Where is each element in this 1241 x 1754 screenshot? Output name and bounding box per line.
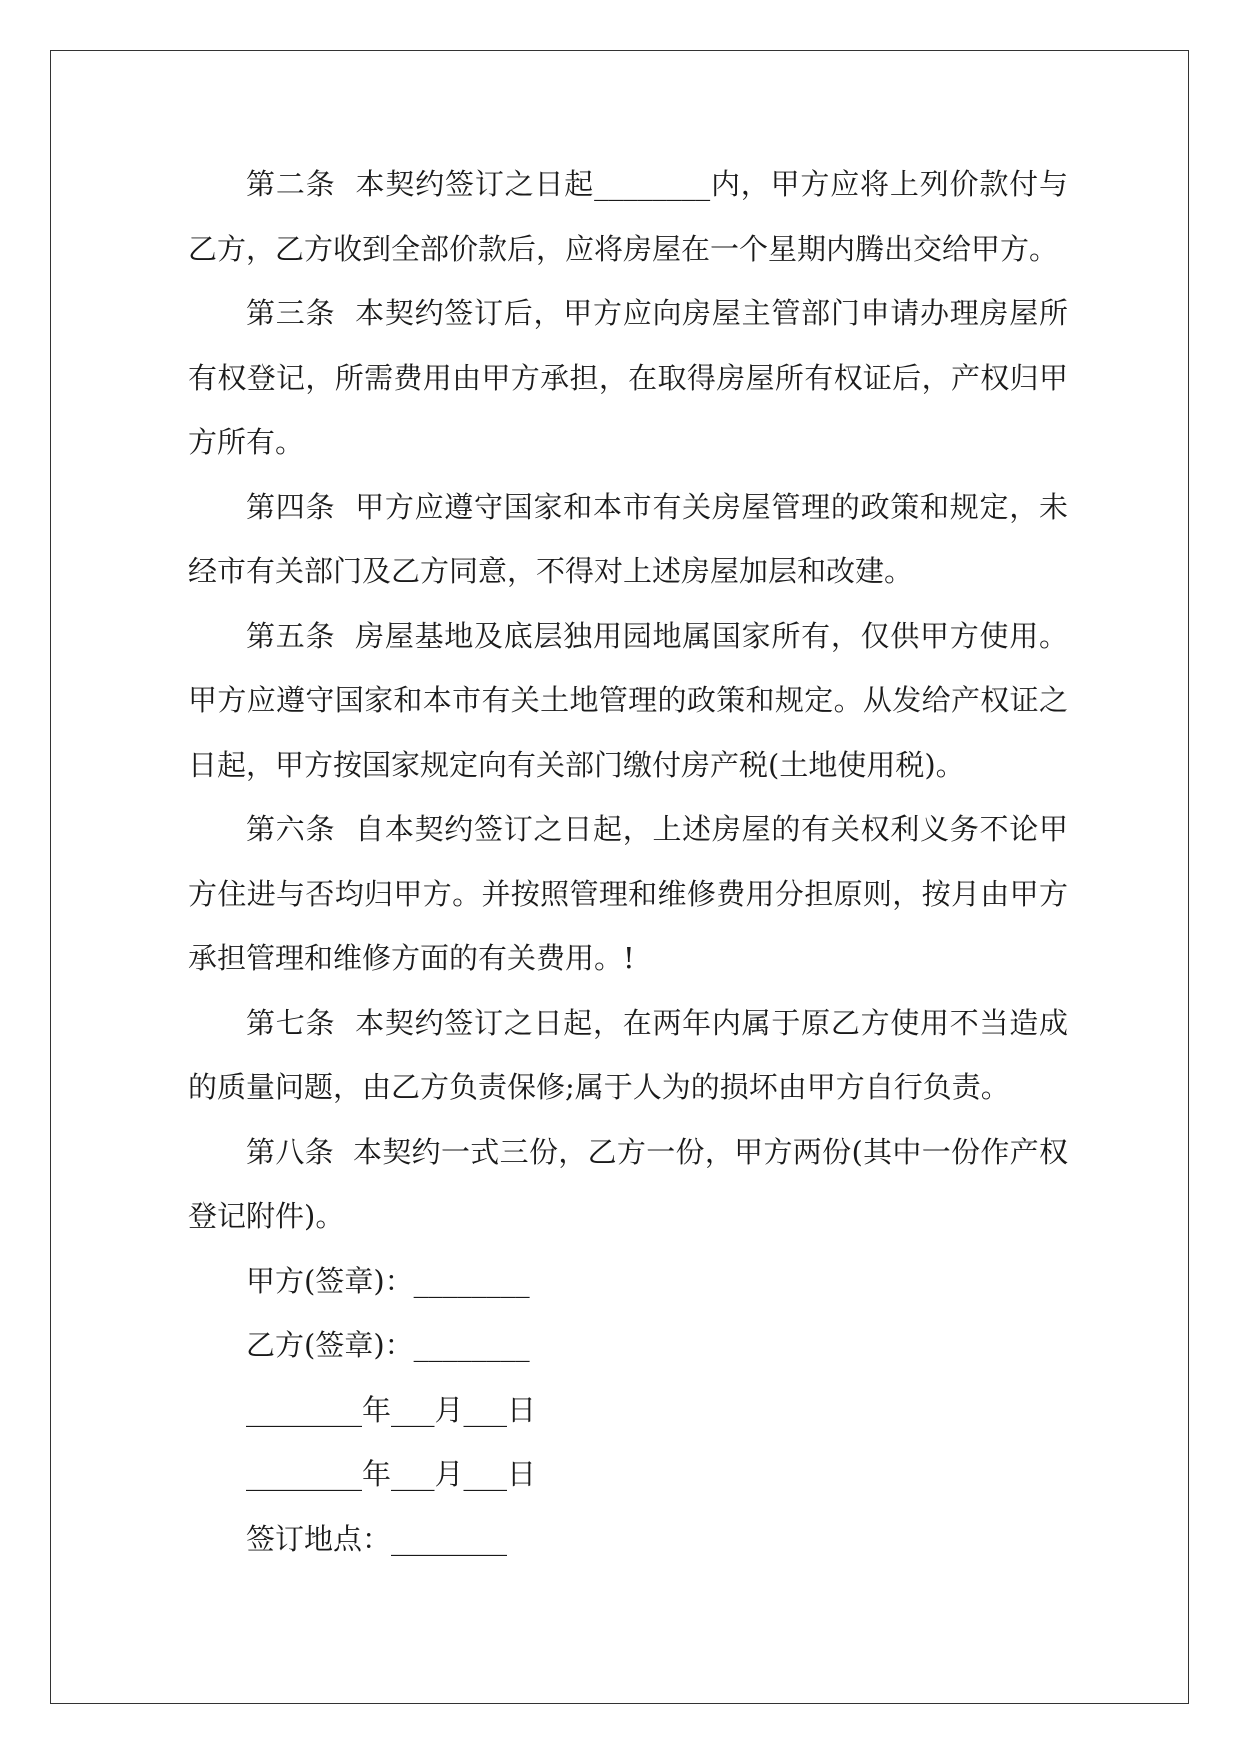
date-line-1: ________年___月___日: [246, 1392, 537, 1427]
clause-2: 第二条 本契约签订之日起________内，甲方应将上列价款付与乙方，乙方收到全部价款后，应将房屋在一个星期内腾出交给甲方。: [188, 167, 1068, 266]
clause-5: 第五条 房屋基地及底层独用园地属国家所有，仅供甲方使用。甲方应遵守国家和本市有关土地管理的政策和规定。从发给产权证之日起，甲方按国家规定向有关部门缴付房产税(土地使用税)。: [188, 618, 1068, 782]
clause-4: 第四条 甲方应遵守国家和本市有关房屋管理的政策和规定，未经市有关部门及乙方同意，不得对上述房屋加层和改建。: [188, 489, 1068, 588]
party-b-signature: 乙方(签章)：________: [246, 1328, 530, 1362]
party-a-signature: 甲方(签章)：________: [246, 1263, 530, 1298]
clause-6: 第六条 自本契约签订之日起，上述房屋的有关权利义务不论甲方住进与否均归甲方。并按照管理和维修费用分担原则，按月由甲方承担管理和维修方面的有关费用。!: [188, 812, 1068, 975]
clause-7: 第七条 本契约签订之日起，在两年内属于原乙方使用不当造成的质量问题，由乙方负责保修;属于人为的损坏由甲方自行负责。: [188, 1005, 1068, 1104]
signing-place: 签订地点：________: [246, 1521, 508, 1556]
date-line-2: ________年___月___日: [246, 1457, 537, 1491]
contract-body: [188, 152, 1068, 1571]
clause-8: 第八条 本契约一式三份，乙方一份，甲方两份(其中一份作产权登记附件)。: [188, 1134, 1068, 1233]
clause-3: 第三条 本契约签订后，甲方应向房屋主管部门申请办理房屋所有权登记，所需费用由甲方承担，在取得房屋所有权证后，产权归甲方所有。: [188, 296, 1068, 459]
